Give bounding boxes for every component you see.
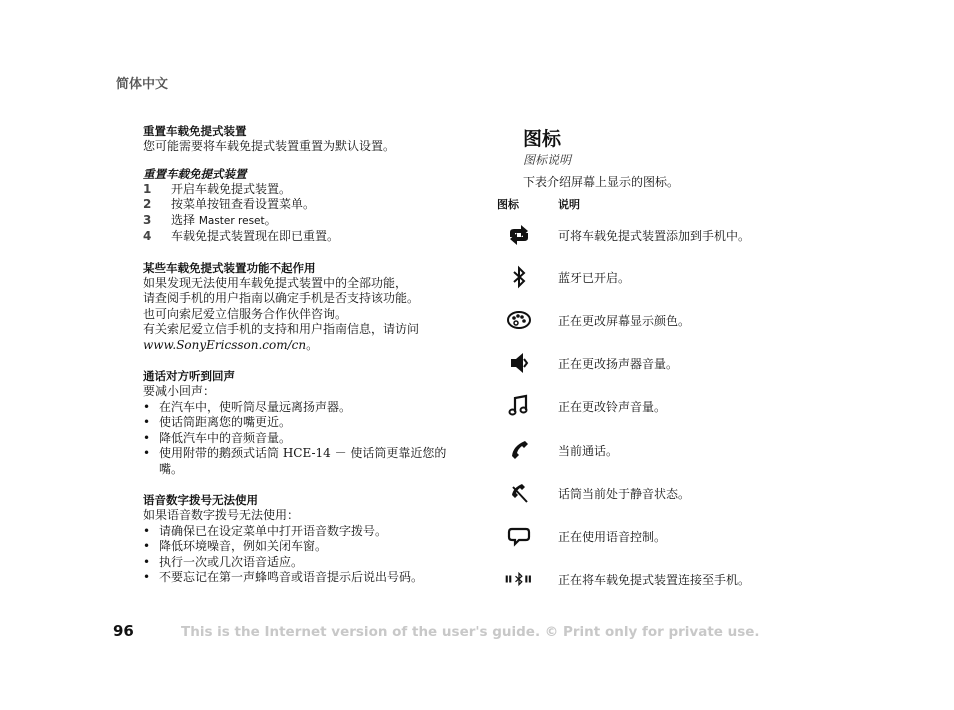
language-header: 简体中文: [116, 77, 169, 92]
bluetooth-icon: [500, 263, 538, 291]
reset-title: 重置车载免提式装置: [143, 124, 247, 138]
list-item-text: 使话筒距离您的嘴更近。: [159, 415, 292, 429]
list-item-text: 不要忘记在第一声蜂鸣音或语音提示后说出号码。: [159, 570, 424, 584]
features-line: 有关索尼爱立信手机的支持和用户指南信息，请访问: [143, 322, 420, 336]
icon-row-text: 蓝牙已开启。: [558, 270, 631, 285]
step-text-suffix: 。: [264, 212, 277, 227]
features-section: [143, 261, 473, 354]
column-header-icon: 图标: [497, 198, 519, 211]
step-text: [171, 213, 277, 230]
bullet-icon: •: [143, 446, 151, 460]
list-item: [143, 570, 473, 586]
bullet-icon: •: [143, 523, 151, 538]
bullet-icon: •: [143, 554, 151, 569]
bluetooth-connecting-icon: [500, 565, 538, 593]
icon-row-text: 正在更改铃声音量。: [558, 399, 667, 414]
list-item-text: 降低汽车中的音频音量。: [159, 430, 292, 445]
palette-icon: [500, 306, 538, 334]
features-line: 请查阅手机的用户指南以确定手机是否支持该功能。: [143, 291, 420, 305]
step-text: 车载免提式装置现在即已重置。: [171, 229, 340, 243]
bullet-icon: •: [143, 539, 151, 553]
icon-row: [500, 263, 820, 291]
list-item-text: 在汽车中，使听筒尽量远离扬声器。: [159, 399, 352, 414]
add-device-icon: [500, 221, 538, 249]
speech-bubble-icon: [500, 522, 538, 550]
music-note-icon: [500, 392, 538, 420]
voice-title: 语音数字拨号无法使用: [143, 493, 258, 507]
step-text: 按菜单按钮查看设置菜单。: [171, 197, 316, 211]
icon-row: [500, 392, 820, 420]
voice-intro: 如果语音数字拨号无法使用：: [143, 508, 300, 522]
column-header-description: 说明: [558, 198, 580, 211]
list-item: [143, 415, 473, 431]
bullet-icon: •: [143, 415, 151, 429]
icon-row: [500, 306, 820, 334]
page-number: 96: [113, 622, 134, 640]
list-item: [143, 446, 473, 477]
list-item-text: 使用附带的鹅颈式话筒 HCE-14 － 使话筒更靠近您的嘴。: [159, 446, 447, 476]
icons-description: 下表介绍屏幕上显示的图标。: [523, 175, 680, 189]
icon-row: [500, 565, 820, 593]
features-line: 也可向索尼爱立信服务合作伙伴咨询。: [143, 306, 348, 321]
phone-handset-icon: [500, 436, 538, 464]
step-number: 1: [143, 181, 152, 196]
reset-step: [143, 213, 473, 230]
reset-section: [143, 124, 473, 245]
icon-row-text: 当前通话。: [558, 443, 619, 458]
reset-subtitle: 重置车载免提式装置: [143, 166, 247, 181]
icon-row: [500, 522, 820, 550]
reset-step: [143, 197, 473, 213]
icon-row-text: 正在将车载免提式装置连接至手机。: [558, 572, 751, 587]
step-text: 开启车载免提式装置。: [171, 181, 292, 196]
speaker-icon: [500, 349, 538, 377]
icon-row-text: 话筒当前处于静音状态。: [558, 486, 691, 501]
reset-step: [143, 182, 473, 198]
bullet-icon: •: [143, 430, 151, 445]
list-item-text: 请确保已在设定菜单中打开语音数字拨号。: [159, 523, 388, 538]
icon-row-text: 正在更改屏幕显示颜色。: [558, 313, 691, 328]
features-title: 某些车载免提式装置功能不起作用: [143, 260, 316, 275]
icons-subtitle: 图标说明: [523, 153, 572, 167]
icon-row-text: 正在使用语音控制。: [558, 529, 667, 544]
icon-row-text: 正在更改扬声器音量。: [558, 356, 679, 371]
features-line: 如果发现无法使用车载免提式装置中的全部功能，: [143, 275, 408, 290]
mute-mic-icon: [500, 479, 538, 507]
icon-row: [500, 221, 820, 249]
step-number: 3: [143, 212, 152, 227]
step-number: 4: [143, 229, 152, 243]
voice-section: [143, 493, 473, 586]
icon-row-text: 可将车载免提式装置添加到手机中。: [558, 228, 751, 243]
list-item: [143, 539, 473, 555]
icon-row: [500, 349, 820, 377]
list-item-text: 执行一次或几次语音适应。: [159, 554, 304, 569]
list-item: [143, 555, 473, 571]
footer-notice: This is the Internet version of the user's guide. © Print only for private use.: [181, 624, 760, 640]
list-item-text: 降低环境噪音，例如关闭车窗。: [159, 539, 328, 553]
echo-intro: 要减小回声：: [143, 384, 216, 398]
list-item: [143, 524, 473, 540]
echo-title: 通话对方听到回声: [143, 369, 235, 383]
support-url-link[interactable]: www.SonyEricsson.com/cn: [143, 337, 307, 352]
bullet-icon: •: [143, 399, 151, 414]
icon-row: [500, 436, 820, 464]
features-url-line: [143, 338, 473, 354]
reset-text: 您可能需要将车载免提式装置重置为默认设置。: [143, 139, 396, 153]
menu-item-master-reset: Master reset: [198, 214, 265, 227]
left-column: [143, 124, 473, 586]
url-suffix: 。: [306, 337, 319, 352]
list-item: [143, 431, 473, 447]
step-number: 2: [143, 197, 152, 211]
icon-row: [500, 479, 820, 507]
echo-section: [143, 369, 473, 477]
icons-title: 图标: [523, 128, 562, 150]
list-item: [143, 400, 473, 416]
bullet-icon: •: [143, 570, 151, 584]
step-text-prefix: 选择: [171, 212, 199, 227]
reset-step: [143, 229, 473, 245]
